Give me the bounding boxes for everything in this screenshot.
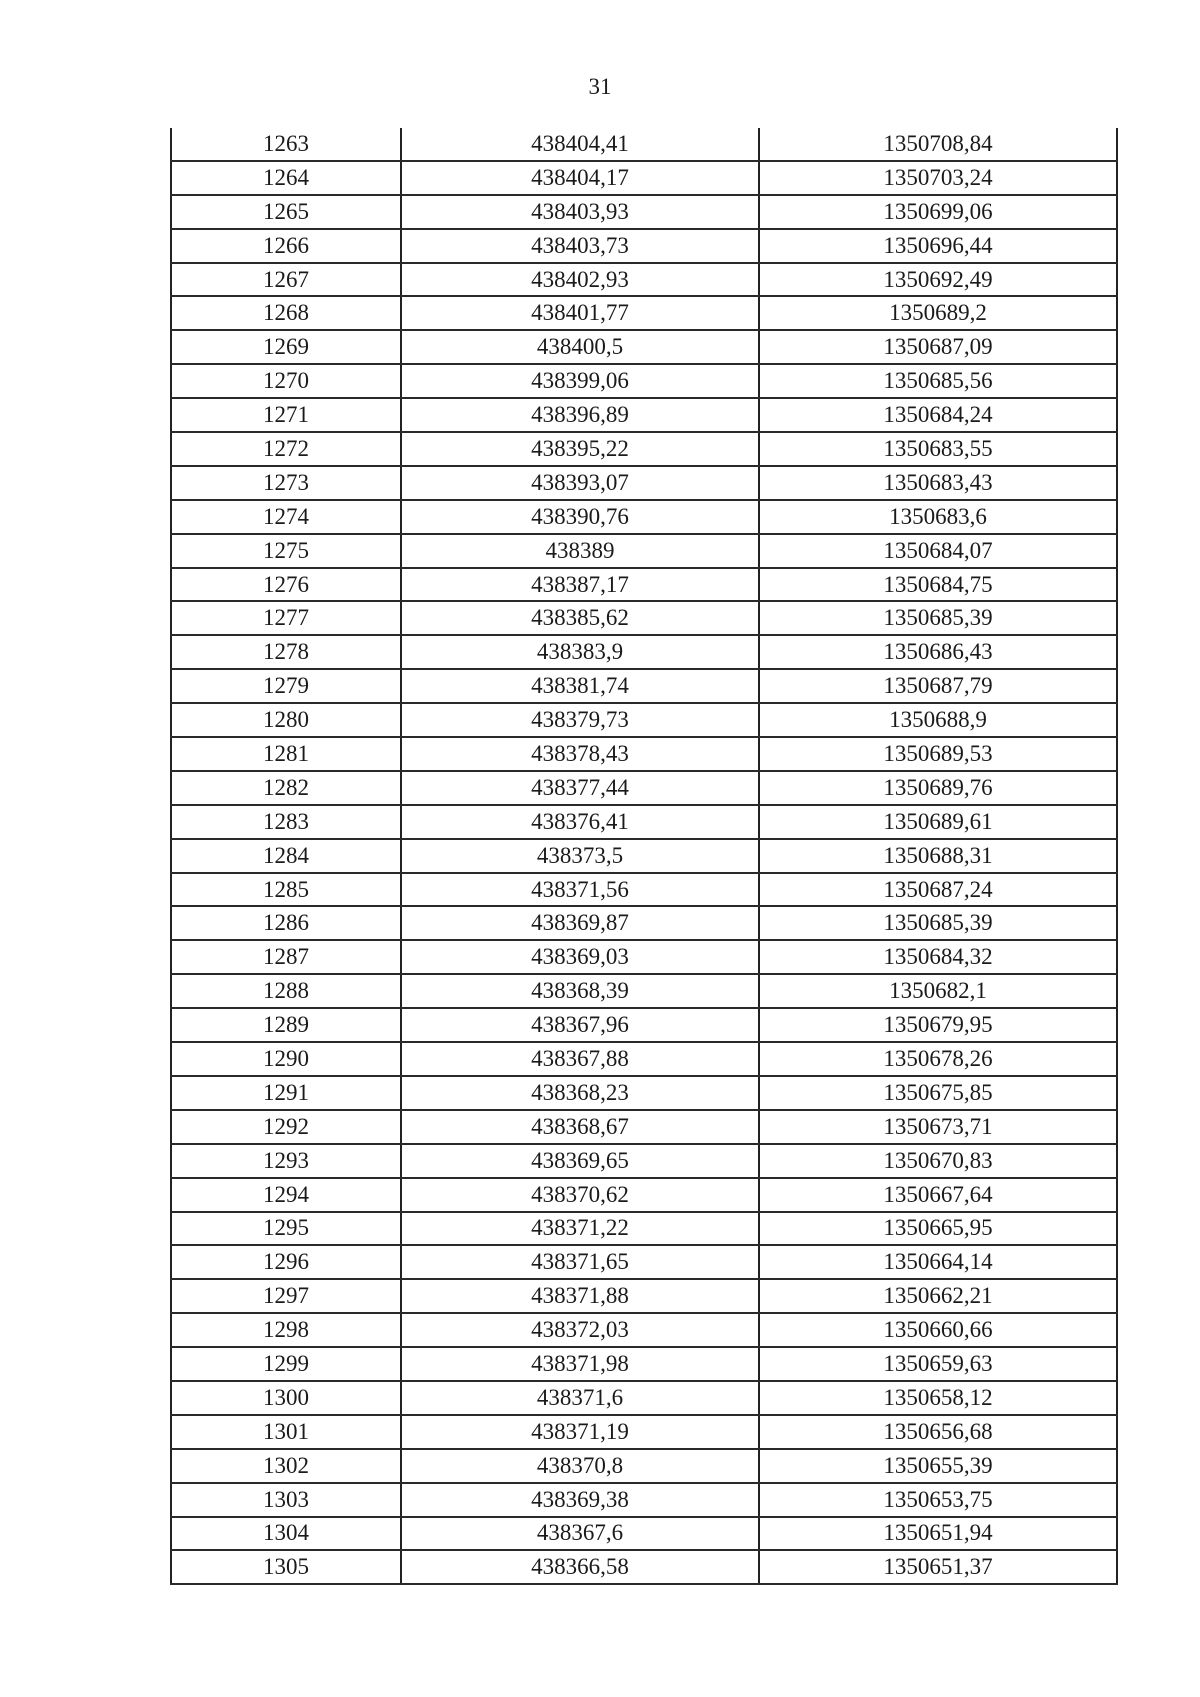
point-number-cell: 1300 [171, 1381, 401, 1415]
table-row [171, 1347, 1117, 1381]
y-coordinate-cell: 1350651,94 [759, 1517, 1117, 1551]
y-coordinate-cell: 1350683,55 [759, 432, 1117, 466]
x-coordinate-cell: 438372,03 [401, 1313, 759, 1347]
table-row [171, 1517, 1117, 1551]
x-coordinate-cell: 438368,23 [401, 1076, 759, 1110]
point-number-cell: 1301 [171, 1415, 401, 1449]
table-row [171, 974, 1117, 1008]
table-row [171, 1212, 1117, 1246]
x-coordinate-cell: 438383,9 [401, 635, 759, 669]
y-coordinate-cell: 1350678,26 [759, 1042, 1117, 1076]
point-number-cell: 1292 [171, 1110, 401, 1144]
table-row [171, 805, 1117, 839]
y-coordinate-cell: 1350692,49 [759, 263, 1117, 297]
table-row [171, 1550, 1117, 1584]
table-row [171, 568, 1117, 602]
x-coordinate-cell: 438370,8 [401, 1449, 759, 1483]
x-coordinate-cell: 438371,6 [401, 1381, 759, 1415]
x-coordinate-cell: 438376,41 [401, 805, 759, 839]
table-row [171, 398, 1117, 432]
point-number-cell: 1291 [171, 1076, 401, 1110]
y-coordinate-cell: 1350685,39 [759, 906, 1117, 940]
y-coordinate-cell: 1350675,85 [759, 1076, 1117, 1110]
point-number-cell: 1285 [171, 873, 401, 907]
x-coordinate-cell: 438367,96 [401, 1008, 759, 1042]
x-coordinate-cell: 438402,93 [401, 263, 759, 297]
point-number-cell: 1284 [171, 839, 401, 873]
y-coordinate-cell: 1350653,75 [759, 1483, 1117, 1517]
y-coordinate-cell: 1350703,24 [759, 161, 1117, 195]
y-coordinate-cell: 1350655,39 [759, 1449, 1117, 1483]
point-number-cell: 1294 [171, 1178, 401, 1212]
table-row [171, 940, 1117, 974]
point-number-cell: 1296 [171, 1245, 401, 1279]
x-coordinate-cell: 438403,73 [401, 229, 759, 263]
y-coordinate-cell: 1350687,09 [759, 330, 1117, 364]
y-coordinate-cell: 1350685,39 [759, 601, 1117, 635]
x-coordinate-cell: 438404,41 [401, 128, 759, 161]
x-coordinate-cell: 438401,77 [401, 296, 759, 330]
point-number-cell: 1279 [171, 669, 401, 703]
y-coordinate-cell: 1350688,9 [759, 703, 1117, 737]
table-row [171, 1042, 1117, 1076]
point-number-cell: 1271 [171, 398, 401, 432]
y-coordinate-cell: 1350699,06 [759, 195, 1117, 229]
point-number-cell: 1299 [171, 1347, 401, 1381]
point-number-cell: 1295 [171, 1212, 401, 1246]
table-row [171, 195, 1117, 229]
y-coordinate-cell: 1350687,79 [759, 669, 1117, 703]
y-coordinate-cell: 1350659,63 [759, 1347, 1117, 1381]
y-coordinate-cell: 1350665,95 [759, 1212, 1117, 1246]
table-row [171, 161, 1117, 195]
y-coordinate-cell: 1350679,95 [759, 1008, 1117, 1042]
x-coordinate-cell: 438369,38 [401, 1483, 759, 1517]
point-number-cell: 1269 [171, 330, 401, 364]
table-row [171, 466, 1117, 500]
x-coordinate-cell: 438369,87 [401, 906, 759, 940]
table-row [171, 873, 1117, 907]
table-row [171, 635, 1117, 669]
x-coordinate-cell: 438373,5 [401, 839, 759, 873]
table-row [171, 703, 1117, 737]
point-number-cell: 1297 [171, 1279, 401, 1313]
table-row [171, 1415, 1117, 1449]
x-coordinate-cell: 438399,06 [401, 364, 759, 398]
x-coordinate-cell: 438369,65 [401, 1144, 759, 1178]
y-coordinate-cell: 1350689,61 [759, 805, 1117, 839]
table-row [171, 500, 1117, 534]
x-coordinate-cell: 438404,17 [401, 161, 759, 195]
y-coordinate-cell: 1350689,2 [759, 296, 1117, 330]
y-coordinate-cell: 1350689,76 [759, 771, 1117, 805]
point-number-cell: 1265 [171, 195, 401, 229]
y-coordinate-cell: 1350684,32 [759, 940, 1117, 974]
y-coordinate-cell: 1350660,66 [759, 1313, 1117, 1347]
point-number-cell: 1298 [171, 1313, 401, 1347]
point-number-cell: 1303 [171, 1483, 401, 1517]
table-row [171, 432, 1117, 466]
point-number-cell: 1263 [171, 128, 401, 161]
x-coordinate-cell: 438387,17 [401, 568, 759, 602]
y-coordinate-cell: 1350708,84 [759, 128, 1117, 161]
x-coordinate-cell: 438371,65 [401, 1245, 759, 1279]
x-coordinate-cell: 438377,44 [401, 771, 759, 805]
x-coordinate-cell: 438393,07 [401, 466, 759, 500]
table-row [171, 601, 1117, 635]
x-coordinate-cell: 438366,58 [401, 1550, 759, 1584]
table-row [171, 1110, 1117, 1144]
table-row [171, 128, 1117, 161]
table-row [171, 534, 1117, 568]
point-number-cell: 1282 [171, 771, 401, 805]
point-number-cell: 1305 [171, 1550, 401, 1584]
table-row [171, 263, 1117, 297]
y-coordinate-cell: 1350667,64 [759, 1178, 1117, 1212]
x-coordinate-cell: 438395,22 [401, 432, 759, 466]
point-number-cell: 1283 [171, 805, 401, 839]
point-number-cell: 1270 [171, 364, 401, 398]
point-number-cell: 1268 [171, 296, 401, 330]
x-coordinate-cell: 438400,5 [401, 330, 759, 364]
point-number-cell: 1293 [171, 1144, 401, 1178]
y-coordinate-cell: 1350683,43 [759, 466, 1117, 500]
point-number-cell: 1288 [171, 974, 401, 1008]
y-coordinate-cell: 1350664,14 [759, 1245, 1117, 1279]
table-row [171, 906, 1117, 940]
x-coordinate-cell: 438385,62 [401, 601, 759, 635]
point-number-cell: 1290 [171, 1042, 401, 1076]
table-row [171, 364, 1117, 398]
table-row [171, 1008, 1117, 1042]
x-coordinate-cell: 438368,67 [401, 1110, 759, 1144]
table-row [171, 1313, 1117, 1347]
y-coordinate-cell: 1350684,24 [759, 398, 1117, 432]
y-coordinate-cell: 1350686,43 [759, 635, 1117, 669]
x-coordinate-cell: 438379,73 [401, 703, 759, 737]
point-number-cell: 1267 [171, 263, 401, 297]
y-coordinate-cell: 1350682,1 [759, 974, 1117, 1008]
y-coordinate-cell: 1350670,83 [759, 1144, 1117, 1178]
x-coordinate-cell: 438371,88 [401, 1279, 759, 1313]
table-row [171, 1178, 1117, 1212]
point-number-cell: 1302 [171, 1449, 401, 1483]
point-number-cell: 1287 [171, 940, 401, 974]
point-number-cell: 1264 [171, 161, 401, 195]
point-number-cell: 1272 [171, 432, 401, 466]
table-row [171, 296, 1117, 330]
table-row [171, 737, 1117, 771]
point-number-cell: 1274 [171, 500, 401, 534]
table-row [171, 1483, 1117, 1517]
x-coordinate-cell: 438389 [401, 534, 759, 568]
point-number-cell: 1276 [171, 568, 401, 602]
page-number: 31 [588, 74, 612, 99]
y-coordinate-cell: 1350658,12 [759, 1381, 1117, 1415]
x-coordinate-cell: 438381,74 [401, 669, 759, 703]
x-coordinate-cell: 438371,22 [401, 1212, 759, 1246]
point-number-cell: 1278 [171, 635, 401, 669]
y-coordinate-cell: 1350685,56 [759, 364, 1117, 398]
point-number-cell: 1266 [171, 229, 401, 263]
y-coordinate-cell: 1350689,53 [759, 737, 1117, 771]
x-coordinate-cell: 438403,93 [401, 195, 759, 229]
x-coordinate-cell: 438390,76 [401, 500, 759, 534]
table-row [171, 1381, 1117, 1415]
x-coordinate-cell: 438378,43 [401, 737, 759, 771]
table-row [171, 229, 1117, 263]
table-row [171, 669, 1117, 703]
y-coordinate-cell: 1350687,24 [759, 873, 1117, 907]
table-row [171, 330, 1117, 364]
coordinates-table-body [171, 128, 1117, 1584]
y-coordinate-cell: 1350651,37 [759, 1550, 1117, 1584]
table-row [171, 1076, 1117, 1110]
y-coordinate-cell: 1350688,31 [759, 839, 1117, 873]
y-coordinate-cell: 1350683,6 [759, 500, 1117, 534]
coordinates-table [170, 128, 1118, 1585]
x-coordinate-cell: 438369,03 [401, 940, 759, 974]
point-number-cell: 1280 [171, 703, 401, 737]
table-row [171, 1279, 1117, 1313]
y-coordinate-cell: 1350673,71 [759, 1110, 1117, 1144]
y-coordinate-cell: 1350662,21 [759, 1279, 1117, 1313]
point-number-cell: 1304 [171, 1517, 401, 1551]
x-coordinate-cell: 438396,89 [401, 398, 759, 432]
table-row [171, 1144, 1117, 1178]
x-coordinate-cell: 438371,56 [401, 873, 759, 907]
x-coordinate-cell: 438371,98 [401, 1347, 759, 1381]
y-coordinate-cell: 1350684,75 [759, 568, 1117, 602]
x-coordinate-cell: 438367,6 [401, 1517, 759, 1551]
point-number-cell: 1277 [171, 601, 401, 635]
point-number-cell: 1273 [171, 466, 401, 500]
x-coordinate-cell: 438370,62 [401, 1178, 759, 1212]
point-number-cell: 1289 [171, 1008, 401, 1042]
y-coordinate-cell: 1350696,44 [759, 229, 1117, 263]
table-row [171, 1245, 1117, 1279]
point-number-cell: 1281 [171, 737, 401, 771]
x-coordinate-cell: 438368,39 [401, 974, 759, 1008]
table-row [171, 1449, 1117, 1483]
table-row [171, 839, 1117, 873]
x-coordinate-cell: 438367,88 [401, 1042, 759, 1076]
point-number-cell: 1286 [171, 906, 401, 940]
x-coordinate-cell: 438371,19 [401, 1415, 759, 1449]
y-coordinate-cell: 1350684,07 [759, 534, 1117, 568]
y-coordinate-cell: 1350656,68 [759, 1415, 1117, 1449]
table-row [171, 771, 1117, 805]
point-number-cell: 1275 [171, 534, 401, 568]
